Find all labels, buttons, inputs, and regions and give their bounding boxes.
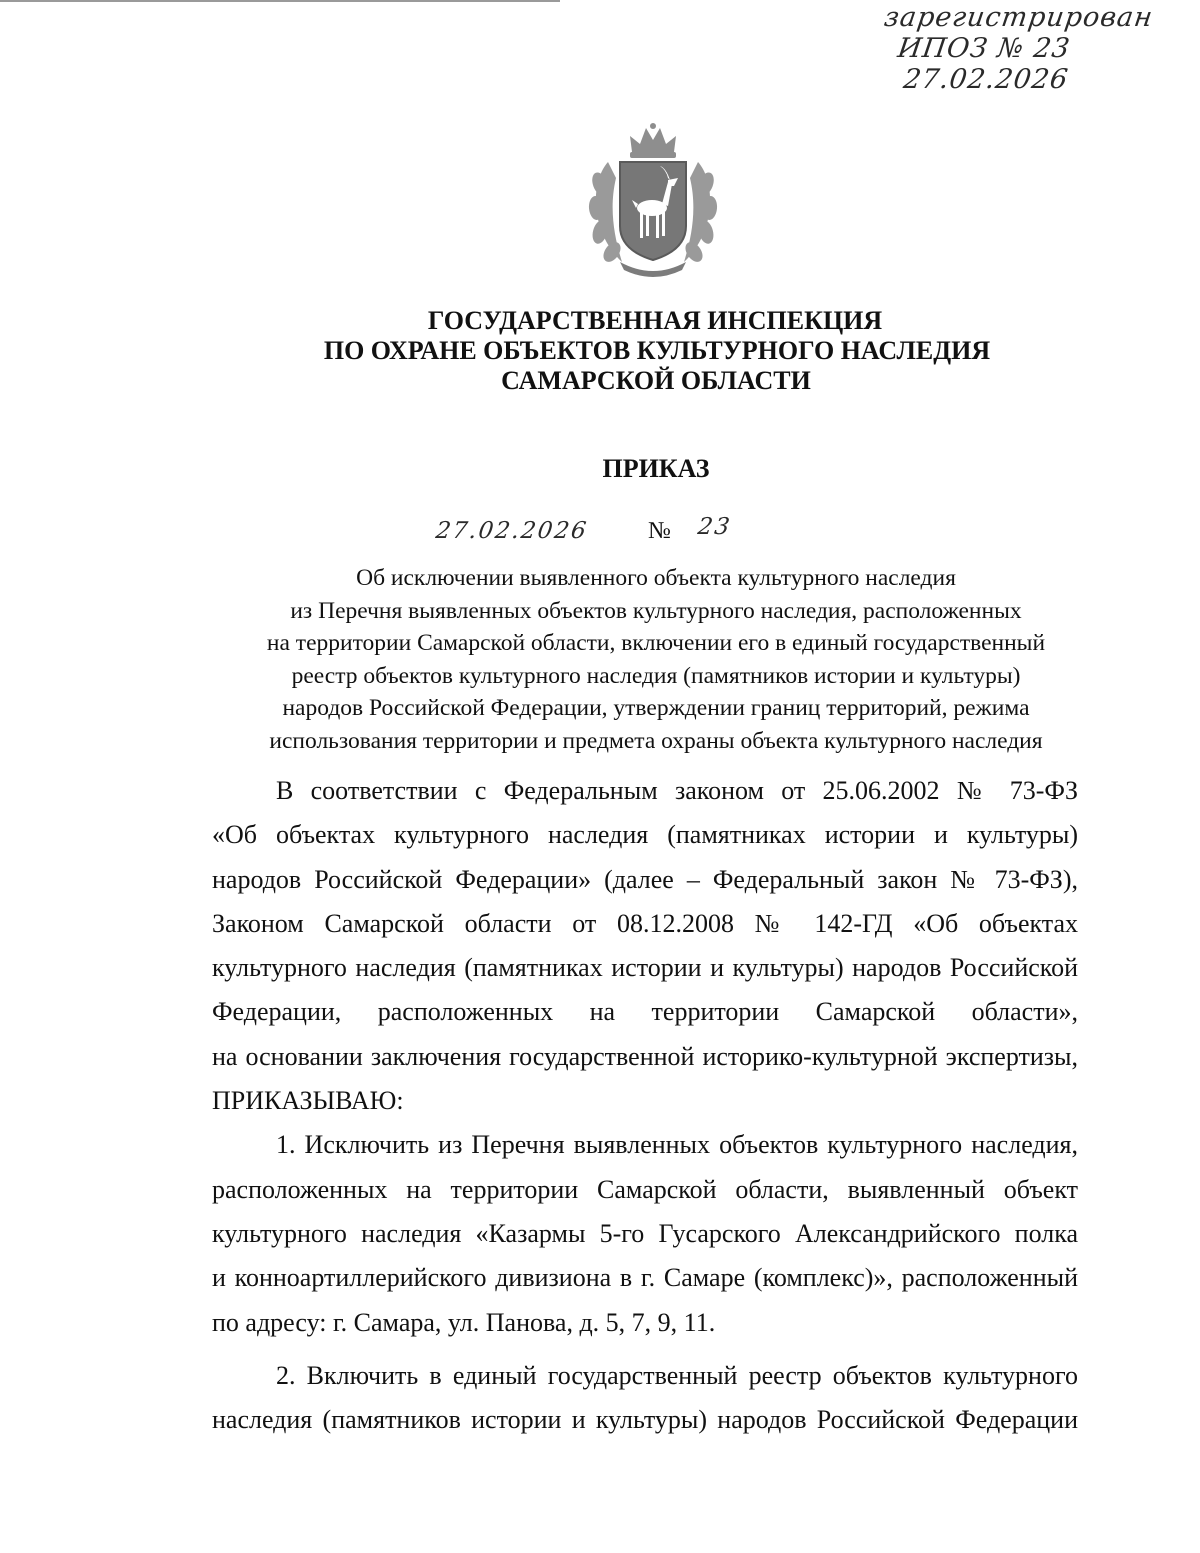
body-line: и конноартиллерийского дивизиона в г. Самаре (комплекс)», расположенный [212,1263,1078,1293]
registration-note-line: ИПОЗ № 23 [895,33,1073,64]
authority-name [0,306,1200,396]
subject-line: народов Российской Федерации, утверждении границ территорий, режима [282,695,1030,721]
preamble-paragraph [212,774,1078,1128]
subject-line: на территории Самарской области, включении его в единый государственный [266,630,1046,656]
body-line: на основании заключения государственной историко-культурной экспертизы, [212,1041,1078,1071]
authority-line: ПО ОХРАНЕ ОБЪЕКТОВ КУЛЬТУРНОГО НАСЛЕДИЯ [323,336,991,365]
body-line: 1. Исключить из Перечня выявленных объектов культурного наследия, [276,1130,1078,1160]
subject-line: реестр объектов культурного наследия (памятников истории и культуры) [291,662,1021,689]
body-line: В соответствии с Федеральным законом от 25.06.2002 № 73-ФЗ [276,776,1078,805]
authority-line: ГОСУДАРСТВЕННАЯ ИНСПЕКЦИЯ [427,306,883,335]
order-item-2 [212,1359,1078,1448]
document-number: 23 [696,514,734,540]
registration-note-line: зарегистрирован [882,2,1156,33]
top-rule [0,0,560,2]
document-date: 27.02.2026 [434,518,590,544]
body-line: культурного наследия (памятниках истории и культуры) народов Российской [212,953,1078,983]
body-line: 2. Включить в единый государственный реестр объектов культурного [276,1360,1078,1390]
number-sign: № [648,518,671,544]
authority-line: САМАРСКОЙ ОБЛАСТИ [501,366,811,395]
document-type: ПРИКАЗ [602,454,710,483]
registration-note [873,2,1186,95]
subject-line: Об исключении выявленного объекта культурного наследия [356,565,956,591]
order-subject [0,562,1200,757]
body-line: «Об объектах культурного наследия (памятниках истории и культуры) [212,820,1078,850]
body-line: народов Российской Федерации» (далее – Федеральный закон № 73-ФЗ), [212,864,1078,894]
subject-line: из Перечня выявленных объектов культурного наследия, расположенных [290,597,1022,624]
registration-note-line: 27.02.2026 [901,64,1071,95]
order-body [212,774,1078,1447]
coat-of-arms-emblem [586,122,720,278]
body-line: культурного наследия «Казармы 5-го Гусарского Александрийского полка [212,1218,1078,1248]
body-line: Федерации, расположенных на территории Самарской области», [212,997,1078,1027]
body-line: по адресу: г. Самара, ул. Панова, д. 5, 7, 9, 11. [212,1307,716,1337]
date-number-line [436,516,776,552]
body-line: расположенных на территории Самарской области, выявленный объект [212,1174,1078,1204]
body-line: ПРИКАЗЫВАЮ: [212,1086,404,1116]
subject-line: использования территории и предмета охраны объекта культурного наследия [269,727,1043,754]
body-line: Законом Самарской области от 08.12.2008 № 142-ГД «Об объектах [212,908,1078,938]
order-item-1 [212,1128,1078,1349]
body-line: наследия (памятников истории и культуры) народов Российской Федерации [212,1405,1078,1435]
